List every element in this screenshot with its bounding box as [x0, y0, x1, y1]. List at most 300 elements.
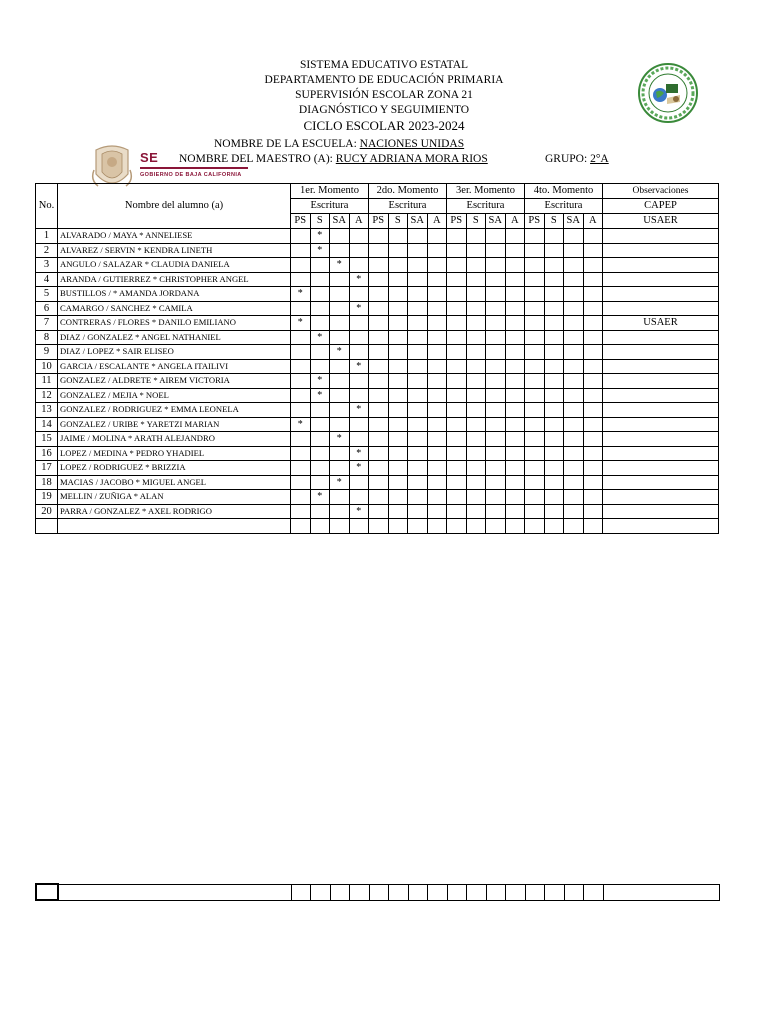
observation-cell — [603, 359, 719, 374]
level-mark: * — [310, 374, 330, 389]
level-cell — [447, 388, 467, 403]
level-cell — [544, 403, 564, 418]
level-header-ps-m4: PS — [525, 214, 545, 229]
level-cell — [447, 258, 467, 273]
writing-header-2: Escritura — [369, 199, 447, 214]
student-name: PARRA / GONZALEZ * AXEL RODRIGO — [58, 504, 291, 519]
level-cell — [505, 229, 525, 244]
student-number: 11 — [36, 374, 58, 389]
student-number: 6 — [36, 301, 58, 316]
level-cell — [525, 446, 545, 461]
footer-cell — [36, 884, 58, 900]
teacher-label: NOMBRE DEL MAESTRO (A): — [179, 153, 336, 165]
level-cell — [583, 287, 603, 302]
table-row — [36, 519, 719, 534]
group-line — [545, 153, 609, 165]
level-cell — [291, 432, 311, 447]
level-cell — [408, 287, 428, 302]
level-cell — [486, 258, 506, 273]
level-cell — [427, 519, 447, 534]
observation-cell — [603, 475, 719, 490]
level-cell — [447, 272, 467, 287]
level-cell — [525, 519, 545, 534]
level-cell — [564, 301, 584, 316]
level-cell — [564, 359, 584, 374]
level-cell — [408, 258, 428, 273]
level-cell — [408, 446, 428, 461]
school-label: NOMBRE DE LA ESCUELA: — [214, 138, 360, 150]
level-cell — [544, 374, 564, 389]
level-cell — [369, 374, 389, 389]
level-cell — [466, 475, 486, 490]
level-cell — [310, 345, 330, 360]
level-cell — [388, 461, 408, 476]
level-cell — [466, 258, 486, 273]
level-cell — [525, 359, 545, 374]
level-cell — [466, 461, 486, 476]
level-cell — [486, 301, 506, 316]
student-name: MELLIN / ZUÑIGA * ALAN — [58, 490, 291, 505]
level-cell — [447, 301, 467, 316]
level-cell — [427, 258, 447, 273]
level-cell — [544, 388, 564, 403]
teacher-value: RUCY ADRIANA MORA RIOS — [335, 153, 488, 165]
level-cell — [583, 345, 603, 360]
level-cell — [291, 461, 311, 476]
student-number: 15 — [36, 432, 58, 447]
level-cell — [291, 272, 311, 287]
level-cell — [564, 243, 584, 258]
level-cell — [427, 287, 447, 302]
level-cell — [544, 287, 564, 302]
level-cell — [505, 374, 525, 389]
footer-cell — [447, 884, 467, 900]
level-cell — [486, 359, 506, 374]
level-cell — [291, 359, 311, 374]
level-mark: * — [310, 243, 330, 258]
level-cell — [388, 243, 408, 258]
level-cell — [349, 432, 369, 447]
level-cell — [447, 519, 467, 534]
student-name: LOPEZ / MEDINA * PEDRO YHADIEL — [58, 446, 291, 461]
header-school-cycle: CICLO ESCOLAR 2023-2024 — [303, 118, 465, 133]
level-cell — [330, 388, 350, 403]
student-number: 4 — [36, 272, 58, 287]
level-cell — [544, 229, 564, 244]
level-cell — [408, 359, 428, 374]
moment-3-header: 3er. Momento — [447, 184, 525, 199]
level-cell — [544, 519, 564, 534]
level-cell — [564, 475, 584, 490]
level-cell — [291, 490, 311, 505]
level-cell — [388, 475, 408, 490]
level-cell — [388, 258, 408, 273]
level-cell — [330, 359, 350, 374]
observation-cell — [603, 345, 719, 360]
level-cell — [388, 374, 408, 389]
level-cell — [583, 243, 603, 258]
level-cell — [291, 446, 311, 461]
footer-cell — [408, 884, 428, 900]
level-cell — [427, 243, 447, 258]
table-row — [36, 432, 719, 447]
level-cell — [486, 490, 506, 505]
level-cell — [349, 388, 369, 403]
level-cell — [544, 446, 564, 461]
level-cell — [310, 359, 330, 374]
level-cell — [525, 403, 545, 418]
level-cell — [505, 388, 525, 403]
level-cell — [564, 345, 584, 360]
level-cell — [525, 258, 545, 273]
level-cell — [330, 316, 350, 331]
se-brand: SE — [140, 150, 159, 165]
footer-cell — [369, 884, 389, 900]
level-cell — [408, 403, 428, 418]
table-row — [36, 490, 719, 505]
observation-cell — [603, 243, 719, 258]
level-cell — [349, 490, 369, 505]
level-cell — [583, 330, 603, 345]
level-cell — [447, 229, 467, 244]
observation-cell — [603, 490, 719, 505]
observation-cell — [603, 403, 719, 418]
student-name: JAIME / MOLINA * ARATH ALEJANDRO — [58, 432, 291, 447]
level-cell — [349, 475, 369, 490]
student-number: 10 — [36, 359, 58, 374]
level-cell — [525, 504, 545, 519]
observation-cell — [603, 504, 719, 519]
level-cell — [486, 504, 506, 519]
observations-header: Observaciones — [603, 184, 719, 199]
student-number: 2 — [36, 243, 58, 258]
level-cell — [388, 504, 408, 519]
level-cell — [466, 243, 486, 258]
level-cell — [466, 301, 486, 316]
document-header — [0, 58, 768, 134]
level-cell — [369, 403, 389, 418]
level-cell — [466, 446, 486, 461]
level-cell — [310, 504, 330, 519]
level-cell — [505, 519, 525, 534]
table-row — [36, 243, 719, 258]
level-cell — [564, 316, 584, 331]
student-number: 17 — [36, 461, 58, 476]
header-department: DEPARTAMENTO DE EDUCACIÓN PRIMARIA — [264, 74, 504, 86]
level-cell — [427, 272, 447, 287]
level-cell — [310, 316, 330, 331]
level-cell — [583, 258, 603, 273]
level-cell — [544, 490, 564, 505]
footer-cell — [545, 884, 565, 900]
student-number — [36, 519, 58, 534]
student-assessment-table — [35, 183, 719, 534]
level-cell — [466, 330, 486, 345]
level-cell — [564, 519, 584, 534]
level-cell — [505, 432, 525, 447]
level-cell — [427, 374, 447, 389]
level-mark: * — [330, 258, 350, 273]
student-name: GONZALEZ / MEJIA * NOEL — [58, 388, 291, 403]
table-row — [36, 417, 719, 432]
student-name: GONZALEZ / URIBE * YARETZI MARIAN — [58, 417, 291, 432]
footer-cell — [58, 884, 291, 900]
table-row — [36, 330, 719, 345]
level-cell — [427, 461, 447, 476]
level-cell — [466, 417, 486, 432]
level-cell — [466, 345, 486, 360]
level-cell — [369, 316, 389, 331]
moment-2-header: 2do. Momento — [369, 184, 447, 199]
level-cell — [330, 446, 350, 461]
level-header-a-m1: A — [349, 214, 369, 229]
level-header-s-m1: S — [310, 214, 330, 229]
table-row — [36, 258, 719, 273]
level-cell — [505, 475, 525, 490]
level-cell — [427, 403, 447, 418]
footer-cell — [467, 884, 487, 900]
level-cell — [388, 330, 408, 345]
level-cell — [310, 519, 330, 534]
student-name: ANGULO / SALAZAR * CLAUDIA DANIELA — [58, 258, 291, 273]
level-cell — [486, 330, 506, 345]
table-row — [36, 359, 719, 374]
level-cell — [310, 417, 330, 432]
level-mark: * — [291, 316, 311, 331]
level-cell — [447, 403, 467, 418]
level-cell — [486, 287, 506, 302]
table-row — [36, 345, 719, 360]
level-cell — [447, 461, 467, 476]
level-cell — [310, 446, 330, 461]
level-cell — [427, 316, 447, 331]
level-cell — [330, 374, 350, 389]
level-cell — [369, 258, 389, 273]
observation-cell — [603, 374, 719, 389]
level-cell — [564, 461, 584, 476]
level-cell — [544, 359, 564, 374]
level-cell — [544, 272, 564, 287]
student-name: CAMARGO / SANCHEZ * CAMILA — [58, 301, 291, 316]
level-cell — [388, 229, 408, 244]
level-cell — [349, 345, 369, 360]
level-cell — [388, 519, 408, 534]
level-cell — [369, 229, 389, 244]
student-number: 19 — [36, 490, 58, 505]
level-cell — [525, 287, 545, 302]
level-cell — [447, 432, 467, 447]
level-cell — [388, 490, 408, 505]
level-cell — [447, 504, 467, 519]
level-cell — [447, 417, 467, 432]
level-cell — [466, 403, 486, 418]
table-row — [36, 504, 719, 519]
level-cell — [310, 287, 330, 302]
student-name: ALVAREZ / SERVIN * KENDRA LINETH — [58, 243, 291, 258]
col-name-header: Nombre del alumno (a) — [58, 184, 291, 229]
level-cell — [583, 359, 603, 374]
level-cell — [583, 461, 603, 476]
level-cell — [583, 475, 603, 490]
writing-header-1: Escritura — [291, 199, 369, 214]
level-cell — [369, 519, 389, 534]
level-cell — [564, 374, 584, 389]
col-no-header: No. — [36, 184, 58, 229]
level-cell — [466, 272, 486, 287]
level-cell — [583, 316, 603, 331]
table-row — [36, 287, 719, 302]
level-cell — [330, 301, 350, 316]
level-mark: * — [310, 330, 330, 345]
observation-cell — [603, 446, 719, 461]
level-cell — [369, 243, 389, 258]
observation-cell — [603, 330, 719, 345]
observation-cell: USAER — [603, 316, 719, 331]
level-cell — [369, 475, 389, 490]
student-number: 18 — [36, 475, 58, 490]
level-cell — [369, 345, 389, 360]
level-cell — [505, 359, 525, 374]
footer-cell — [564, 884, 584, 900]
level-cell — [486, 229, 506, 244]
level-mark: * — [349, 446, 369, 461]
table-row — [36, 301, 719, 316]
student-name: DIAZ / GONZALEZ * ANGEL NATHANIEL — [58, 330, 291, 345]
student-name: BUSTILLOS / * AMANDA JORDANA — [58, 287, 291, 302]
level-cell — [544, 475, 564, 490]
student-number: 3 — [36, 258, 58, 273]
level-cell — [291, 229, 311, 244]
level-mark: * — [310, 229, 330, 244]
level-cell — [525, 243, 545, 258]
level-cell — [466, 388, 486, 403]
level-cell — [486, 432, 506, 447]
level-cell — [310, 461, 330, 476]
level-cell — [525, 417, 545, 432]
level-cell — [427, 330, 447, 345]
level-cell — [427, 475, 447, 490]
level-header-a-m4: A — [583, 214, 603, 229]
level-cell — [544, 345, 564, 360]
footer-cell — [350, 884, 370, 900]
level-cell — [583, 417, 603, 432]
table-row — [36, 316, 719, 331]
school-value: NACIONES UNIDAS — [359, 138, 465, 150]
level-cell — [544, 417, 564, 432]
student-number: 13 — [36, 403, 58, 418]
level-cell — [291, 504, 311, 519]
footer-empty-row — [35, 883, 720, 901]
level-cell — [291, 243, 311, 258]
level-cell — [349, 330, 369, 345]
observation-cell — [603, 461, 719, 476]
level-cell — [388, 432, 408, 447]
table-row — [36, 388, 719, 403]
table-row — [36, 272, 719, 287]
level-cell — [388, 345, 408, 360]
usaer-header: USAER — [603, 214, 719, 229]
level-cell — [408, 417, 428, 432]
level-cell — [369, 504, 389, 519]
level-mark: * — [310, 388, 330, 403]
level-cell — [369, 461, 389, 476]
level-mark: * — [349, 461, 369, 476]
level-cell — [466, 504, 486, 519]
level-cell — [486, 388, 506, 403]
level-cell — [330, 504, 350, 519]
level-cell — [564, 446, 584, 461]
level-header-a-m2: A — [427, 214, 447, 229]
level-cell — [310, 432, 330, 447]
level-cell — [466, 490, 486, 505]
level-cell — [408, 345, 428, 360]
level-cell — [583, 301, 603, 316]
level-cell — [486, 272, 506, 287]
level-cell — [447, 330, 467, 345]
level-cell — [408, 243, 428, 258]
level-cell — [466, 359, 486, 374]
footer-cell — [311, 884, 331, 900]
level-cell — [564, 504, 584, 519]
level-cell — [447, 374, 467, 389]
level-cell — [564, 229, 584, 244]
level-cell — [408, 432, 428, 447]
level-cell — [349, 374, 369, 389]
level-cell — [388, 287, 408, 302]
level-cell — [330, 417, 350, 432]
header-system: SISTEMA EDUCATIVO ESTATAL — [299, 59, 469, 71]
level-cell — [427, 388, 447, 403]
student-name: ALVARADO / MAYA * ANNELIESE — [58, 229, 291, 244]
footer-cell — [389, 884, 409, 900]
level-header-sa-m2: SA — [408, 214, 428, 229]
level-cell — [525, 316, 545, 331]
level-cell — [525, 388, 545, 403]
table-row — [36, 461, 719, 476]
level-cell — [564, 417, 584, 432]
student-number: 7 — [36, 316, 58, 331]
level-cell — [330, 330, 350, 345]
level-cell — [447, 287, 467, 302]
student-number: 5 — [36, 287, 58, 302]
level-mark: * — [349, 301, 369, 316]
level-cell — [349, 243, 369, 258]
level-cell — [466, 316, 486, 331]
level-cell — [291, 301, 311, 316]
level-cell — [369, 417, 389, 432]
writing-header-4: Escritura — [525, 199, 603, 214]
level-cell — [349, 316, 369, 331]
level-cell — [330, 272, 350, 287]
level-cell — [525, 345, 545, 360]
student-name: GARCIA / ESCALANTE * ANGELA ITAILIVI — [58, 359, 291, 374]
level-cell — [505, 417, 525, 432]
level-cell — [427, 417, 447, 432]
level-cell — [505, 446, 525, 461]
level-cell — [291, 475, 311, 490]
level-cell — [408, 272, 428, 287]
observation-cell — [603, 432, 719, 447]
teacher-line — [179, 153, 488, 165]
level-header-sa-m1: SA — [330, 214, 350, 229]
student-name: CONTRERAS / FLORES * DANILO EMILIANO — [58, 316, 291, 331]
level-header-s-m3: S — [466, 214, 486, 229]
level-cell — [486, 519, 506, 534]
student-number: 9 — [36, 345, 58, 360]
observation-cell — [603, 287, 719, 302]
level-cell — [544, 243, 564, 258]
level-cell — [505, 330, 525, 345]
